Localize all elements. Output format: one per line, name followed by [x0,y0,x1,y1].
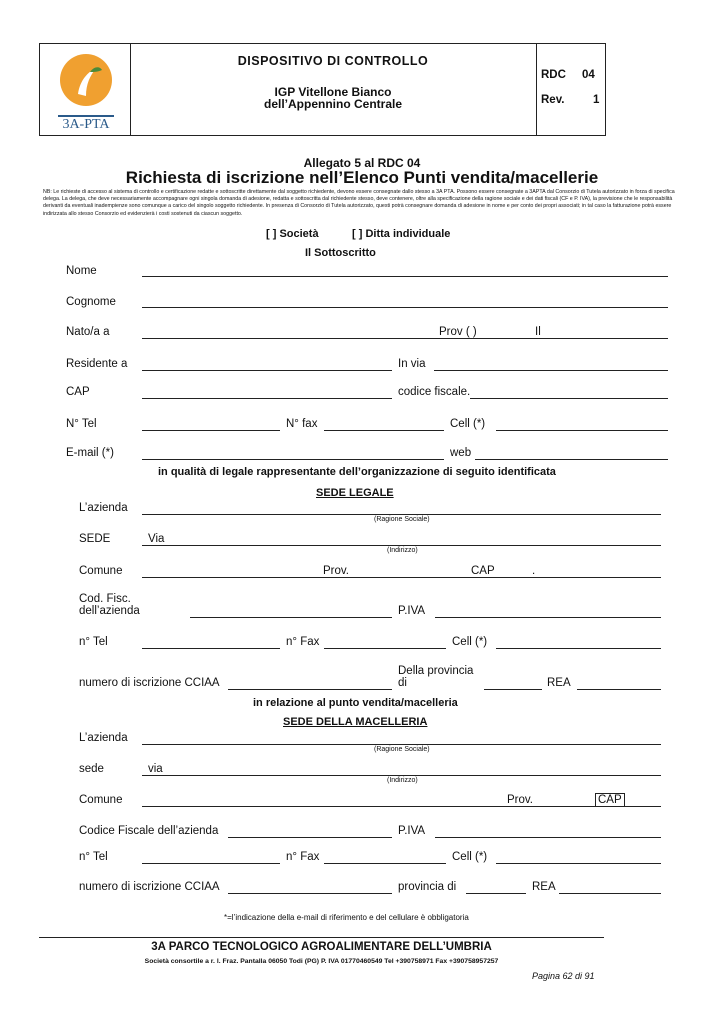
in-via-field[interactable] [434,370,668,371]
sl-provincia-label-2: di [398,677,407,689]
sm-indirizzo: (Indirizzo) [387,777,418,784]
sm-azienda-field[interactable] [142,744,661,745]
header-subtitle-1: IGP Vitellone Bianco [274,85,392,99]
email-field[interactable] [142,459,444,460]
sm-sede-field[interactable] [142,775,661,776]
in-via-label: In via [398,358,426,370]
cognome-field[interactable] [142,307,668,308]
sm-tel-label: n° Tel [79,851,108,863]
il-label: Il [535,326,541,338]
sl-sede-label: SEDE [79,533,111,545]
punto-intro: in relazione al punto vendita/macelleria [253,697,458,709]
sl-cciaa-field[interactable] [228,689,392,690]
logo-sun-icon [50,50,122,110]
sl-piva-label: P.IVA [398,605,426,617]
logo [50,50,122,130]
header-title: DISPOSITIVO DI CONTROLLO [237,54,429,68]
nome-field[interactable] [142,276,668,277]
sl-ragione-sociale: (Ragione Sociale) [374,516,430,523]
cap-field[interactable] [142,398,392,399]
codice-fiscale-field[interactable] [470,398,668,399]
page-number: Pagina 62 di 91 [532,971,595,981]
sl-tel-label: n° Tel [79,636,108,648]
fax-label: N° fax [286,418,318,430]
sm-via-label: via [148,763,163,775]
sl-piva-field[interactable] [435,617,661,618]
sl-fax-label: n° Fax [286,636,320,648]
web-field[interactable] [475,459,668,460]
logo-text: 3A-PTA [58,115,114,133]
header-box [39,43,606,136]
sl-tel-field[interactable] [142,648,280,649]
sottoscritto-label: Il Sottoscritto [305,247,376,259]
sm-provincia-label: provincia di [398,881,457,893]
sl-rea-field[interactable] [577,689,661,690]
sl-cap-label: CAP [471,565,495,577]
sl-prov-label: Prov. [323,565,349,577]
sm-provincia-field[interactable] [466,893,526,894]
sl-azienda-field[interactable] [142,514,661,515]
sl-azienda-label: L’azienda [79,502,128,514]
sm-prov-label: Prov. [507,794,533,806]
cell-label: Cell (*) [450,418,486,430]
sl-sede-field[interactable] [142,545,661,546]
sl-cciaa-label: numero di iscrizione CCIAA [79,677,220,689]
footer-company: 3A PARCO TECNOLOGICO AGROALIMENTARE DELL’UMBRIA [151,941,492,953]
sm-rea-field[interactable] [559,893,661,894]
option-ditta[interactable]: [ ] Ditta individuale [352,228,451,240]
sl-via-label: Via [148,533,165,545]
footnote: *=l’indicazione della e-mail di riferimento e del cellulare è obbligatoria [224,913,469,922]
note-text: NB: Le richieste di accesso al sistema di controllo e certificazione redatte e sottoscritte direttamente dal soggetto richiedente, devono essere consegnate dallo stesso a 3A PTA. Possono essere consegnate a 3APTA dal Consorzio di Tutela autorizzato in forza di specifica delega. La delega, che deve necessariamente accompagnare ogni singola domanda di adesione, redatta e sottoscritta dal richiedente stesso, deve contenere, oltre alla specificazione della ragione sociale e dei dati fiscali (CF e P. IVA), la previsione che le responsabilità derivanti da eventuali inadempienze sono comunque a carico del singolo soggetto richiedente. In presenza di Consorzio di Tutela autorizzato, questi potrà consegnare domanda di adesione in nome e per conto dei propri associati; in tal caso la fatturazione potrà essere indirizzata allo stesso Consorzio ed evidenzierà i costi sostenuti da ciascun soggetto. [43,189,675,217]
sm-fax-label: n° Fax [286,851,320,863]
sm-cell-field[interactable] [496,863,661,864]
nome-label: Nome [66,265,97,277]
footer-details: Società consortile a r. l. Fraz. Pantalla 06050 Todi (PG) P. IVA 01770460549 Tel +390758971 Fax +390758957257 [144,958,499,965]
residente-label: Residente a [66,358,128,370]
sm-sede-label: sede [79,763,104,775]
sl-cod-fisc-label-2: dell’azienda [79,605,140,617]
allegato-label: Allegato 5 al RDC 04 [303,156,421,170]
sm-cell-label: Cell (*) [452,851,488,863]
sede-macelleria-heading: SEDE DELLA MACELLERIA [283,716,428,728]
legal-intro: in qualità di legale rappresentante dell’organizzazione di seguito identificata [158,466,556,478]
sl-provincia-field[interactable] [484,689,542,690]
sm-azienda-label: L’azienda [79,732,128,744]
rev-label: Rev. [541,94,565,106]
sl-cod-fisc-field[interactable] [190,617,392,618]
web-label: web [450,447,472,459]
cell-field[interactable] [496,430,668,431]
sl-comune-field[interactable] [142,577,661,578]
sl-rea-label: REA [547,677,571,689]
sm-piva-field[interactable] [435,837,661,838]
sm-codice-fiscale-label: Codice Fiscale dell’azienda [79,825,219,837]
footer-rule [39,937,604,938]
sm-codice-fiscale-field[interactable] [228,837,392,838]
rdc-label: RDC [541,69,566,81]
cognome-label: Cognome [66,296,116,308]
option-societa[interactable]: [ ] Società [266,228,319,240]
fax-field[interactable] [324,430,444,431]
prov-label: Prov ( ) [439,326,477,338]
sm-fax-field[interactable] [324,863,446,864]
sm-cap-label: CAP [595,793,625,807]
rdc-value: 04 [582,69,595,81]
sl-cod-fisc-label-1: Cod. Fisc. [79,593,131,605]
sl-fax-field[interactable] [324,648,446,649]
sm-piva-label: P.IVA [398,825,426,837]
tel-label: N° Tel [66,418,97,430]
rev-value: 1 [593,94,600,106]
sl-provincia-label-1: Della provincia [398,665,474,677]
nato-field[interactable] [142,338,668,339]
page-title: Richiesta di iscrizione nell’Elenco Punti vendita/macellerie [125,168,599,187]
residente-field[interactable] [142,370,392,371]
email-label: E-mail (*) [66,447,114,459]
cap-label: CAP [66,386,90,398]
tel-field[interactable] [142,430,280,431]
sl-dot: . [532,565,536,577]
sm-cciaa-field[interactable] [228,893,392,894]
sm-tel-field[interactable] [142,863,280,864]
sl-indirizzo: (Indirizzo) [387,547,418,554]
sm-rea-label: REA [532,881,556,893]
sm-ragione-sociale: (Ragione Sociale) [374,746,430,753]
sm-cciaa-label: numero di iscrizione CCIAA [79,881,220,893]
sm-comune-field[interactable] [142,806,661,807]
sede-legale-heading: SEDE LEGALE [316,487,394,499]
codice-fiscale-label: codice fiscale. [398,386,471,398]
sm-comune-label: Comune [79,794,123,806]
sl-cell-field[interactable] [496,648,661,649]
header-subtitle-2: dell’Appennino Centrale [263,97,402,111]
nato-label: Nato/a a [66,326,110,338]
sl-cell-label: Cell (*) [452,636,488,648]
sl-comune-label: Comune [79,565,123,577]
